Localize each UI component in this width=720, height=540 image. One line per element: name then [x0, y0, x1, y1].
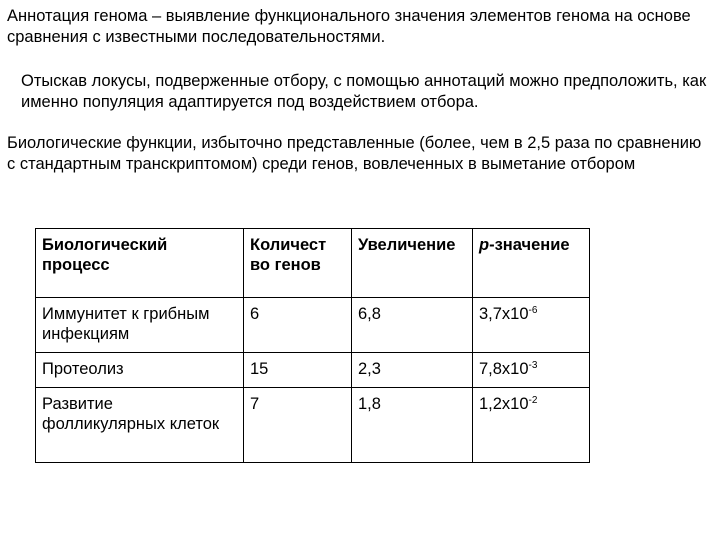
p-value-exponent: -6 — [528, 305, 538, 316]
table-row — [36, 353, 590, 388]
p-value-base: 3,7x10 — [479, 305, 529, 323]
p-value-base: 7,8x10 — [479, 360, 529, 378]
cell-process: Протеолиз — [36, 353, 244, 388]
cell-count: 7 — [244, 388, 352, 463]
cell-p-value — [473, 353, 590, 388]
annotation-definition-text: Аннотация генома – выявление функционального значения элементов генома на основе сравнения с известными последовательностями. — [7, 7, 691, 46]
p-value-exponent: -2 — [528, 395, 538, 406]
cell-process: Развитие фолликулярных клеток — [36, 388, 244, 463]
header-p-value — [473, 229, 590, 298]
cell-increase: 2,3 — [352, 353, 473, 388]
table-row — [36, 298, 590, 353]
table-caption-text: Биологические функции, избыточно представленные (более, чем в 2,5 раза по сравнению с стандартным транскриптомом) среди генов, вовлеченных в выметание отбором — [7, 134, 702, 173]
header-p-letter: p — [479, 236, 490, 254]
header-count: Количест во генов — [244, 229, 352, 298]
loci-selection-text: Отыскав локусы, подверженные отбору, с помощью аннотаций можно предположить, как именно популяция адаптируется под воздействием отбора. — [21, 72, 707, 111]
table-row — [36, 388, 590, 463]
p-value-exponent: -3 — [528, 360, 538, 371]
header-increase: Увеличение — [352, 229, 473, 298]
cell-p-value — [473, 388, 590, 463]
cell-increase: 1,8 — [352, 388, 473, 463]
cell-increase: 6,8 — [352, 298, 473, 353]
p-value-base: 1,2x10 — [479, 395, 529, 413]
cell-p-value — [473, 298, 590, 353]
table-header-row — [36, 229, 590, 298]
header-process: Биологический процесс — [36, 229, 244, 298]
cell-count: 15 — [244, 353, 352, 388]
cell-count: 6 — [244, 298, 352, 353]
biological-functions-table — [35, 228, 590, 463]
header-p-suffix: -значение — [489, 236, 570, 254]
cell-process: Иммунитет к грибным инфекциям — [36, 298, 244, 353]
